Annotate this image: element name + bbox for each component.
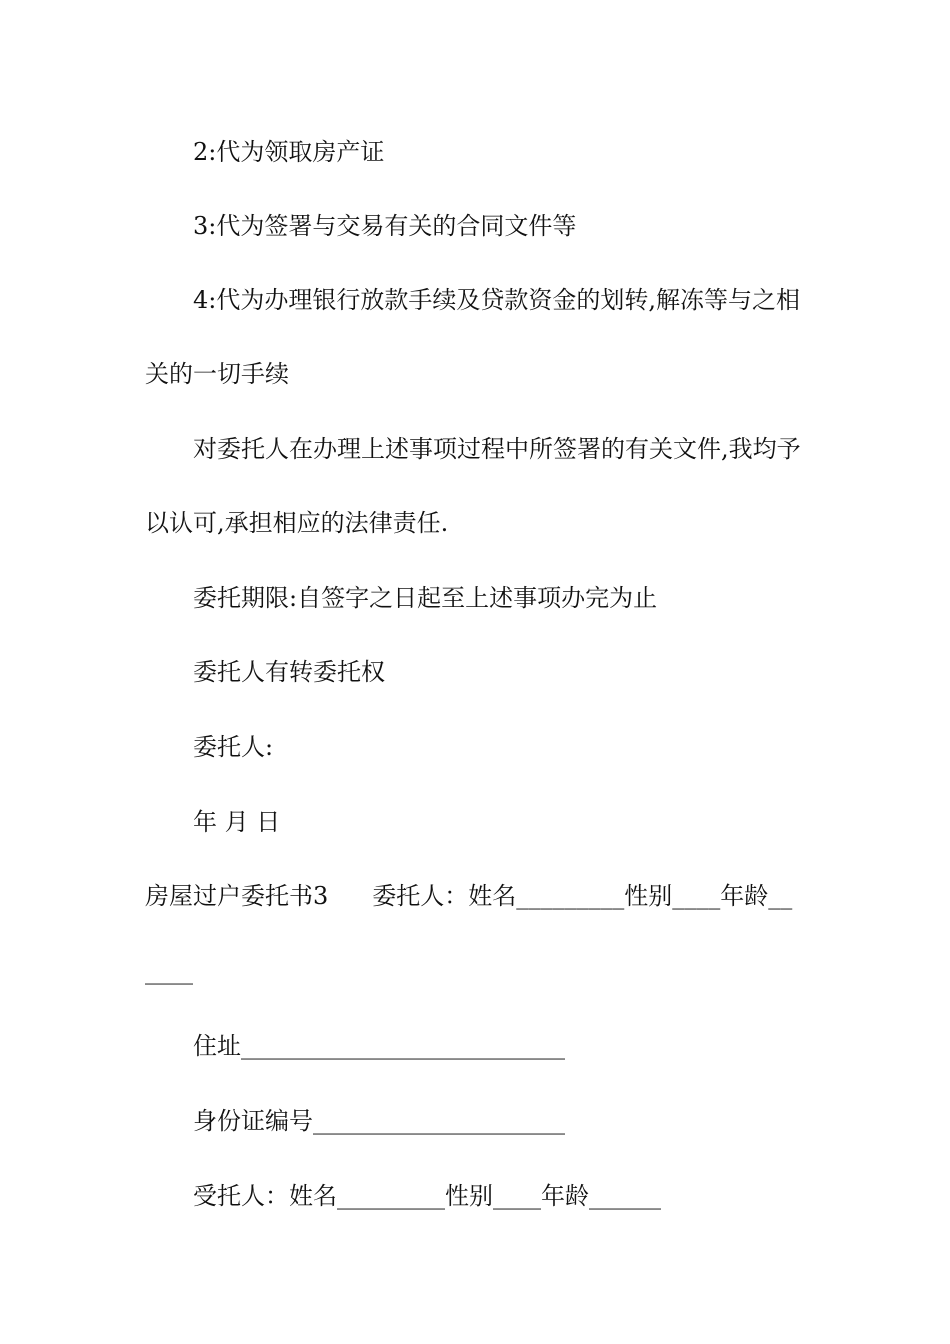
- doc3-principal-age-continuation: ____: [145, 957, 193, 985]
- item-4-continuation: 关的一切手续: [145, 360, 289, 388]
- approval-text: 对委托人在办理上述事项过程中所签署的有关文件,我均予: [193, 435, 801, 463]
- doc3-title: 房屋过户委托书3: [145, 882, 329, 910]
- approval-continuation: 以认可,承担相应的法律责任.: [145, 509, 449, 537]
- id-number-field-line: 身份证编号_____________________: [193, 1107, 565, 1135]
- term-text: 委托期限:自签字之日起至上述事项办完为止: [193, 584, 658, 612]
- doc3-principal-fields: 委托人：姓名_________性别____年龄__: [372, 882, 793, 910]
- principal-signature-label: 委托人:: [193, 733, 274, 761]
- item-2-text: 2:代为领取房产证: [193, 138, 385, 166]
- transfer-right-text: 委托人有转委托权: [193, 658, 385, 686]
- date-line: 年 月 日: [193, 808, 281, 836]
- agent-fields-line: 受托人：姓名_________性别____年龄______: [193, 1182, 661, 1210]
- item-3-text: 3:代为签署与交易有关的合同文件等: [193, 212, 577, 240]
- doc3-heading-line: [145, 880, 825, 912]
- address-field-line: 住址___________________________: [193, 1032, 565, 1060]
- item-4-text: 4:代为办理银行放款手续及贷款资金的划转,解冻等与之相: [193, 286, 800, 314]
